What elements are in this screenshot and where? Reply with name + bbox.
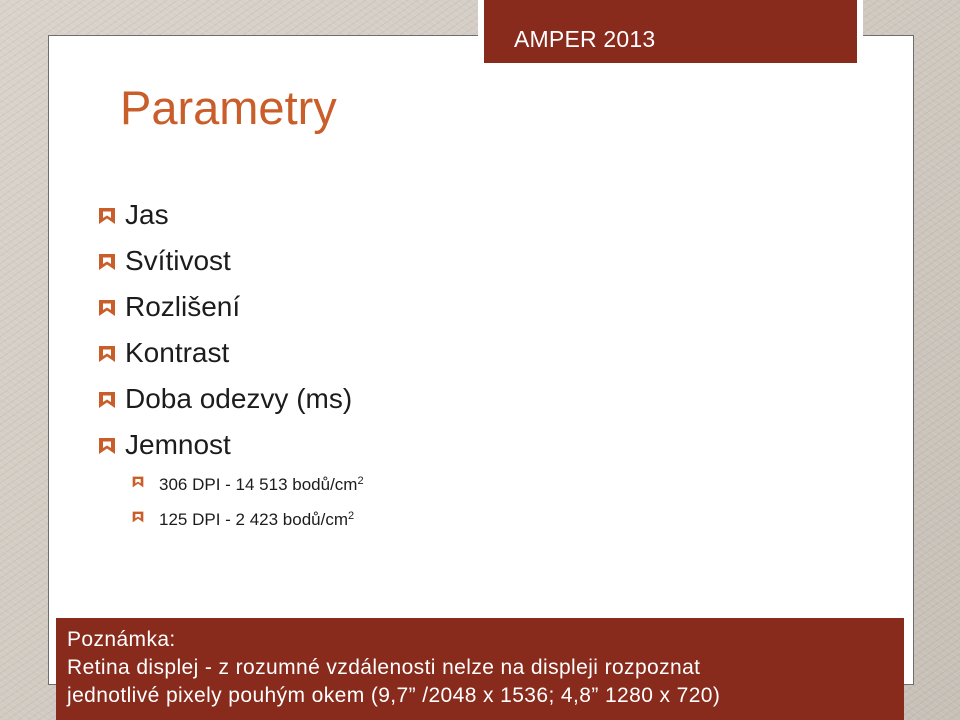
bullet-text: Svítivost — [125, 245, 231, 276]
note-line: jednotlivé pixely pouhým okem (9,7” /2048 x 1536; 4,8” 1280 x 720) — [67, 684, 721, 707]
sub-bullet-text: 306 DPI - 14 513 bodů/cm — [159, 475, 358, 494]
bookmark-bullet-icon — [98, 207, 116, 225]
list-item — [98, 284, 352, 330]
list-item — [98, 238, 352, 284]
bullet-text: Jas — [125, 199, 169, 230]
bullet-text: Kontrast — [125, 337, 230, 368]
list-item — [98, 330, 352, 376]
superscript: 2 — [348, 510, 355, 522]
bullet-list — [98, 192, 352, 468]
note-heading: Poznámka: — [67, 628, 176, 651]
bookmark-bullet-icon — [98, 253, 116, 271]
bookmark-bullet-icon — [98, 437, 116, 455]
bookmark-bullet-icon — [98, 391, 116, 409]
sub-bullet-list — [132, 464, 364, 534]
note-box — [56, 618, 904, 720]
header-tab-label: AMPER 2013 — [514, 26, 656, 52]
bullet-text: Doba odezvy (ms) — [125, 383, 353, 414]
list-item — [132, 464, 364, 499]
superscript: 2 — [357, 475, 364, 487]
list-item — [98, 376, 352, 422]
note-line: Retina displej - z rozumné vzdálenosti nelze na displeji rozpoznat — [67, 656, 701, 679]
bookmark-bullet-icon — [98, 345, 116, 363]
bookmark-bullet-icon — [132, 476, 144, 488]
list-item — [98, 422, 352, 468]
bullet-text: Rozlišení — [125, 291, 241, 322]
slide-title: Parametry — [120, 81, 337, 134]
bookmark-bullet-icon — [132, 511, 144, 523]
list-item — [98, 192, 352, 238]
bookmark-bullet-icon — [98, 299, 116, 317]
bullet-text: Jemnost — [125, 429, 231, 460]
sub-bullet-text: 125 DPI - 2 423 bodů/cm — [159, 510, 349, 529]
list-item — [132, 499, 364, 534]
